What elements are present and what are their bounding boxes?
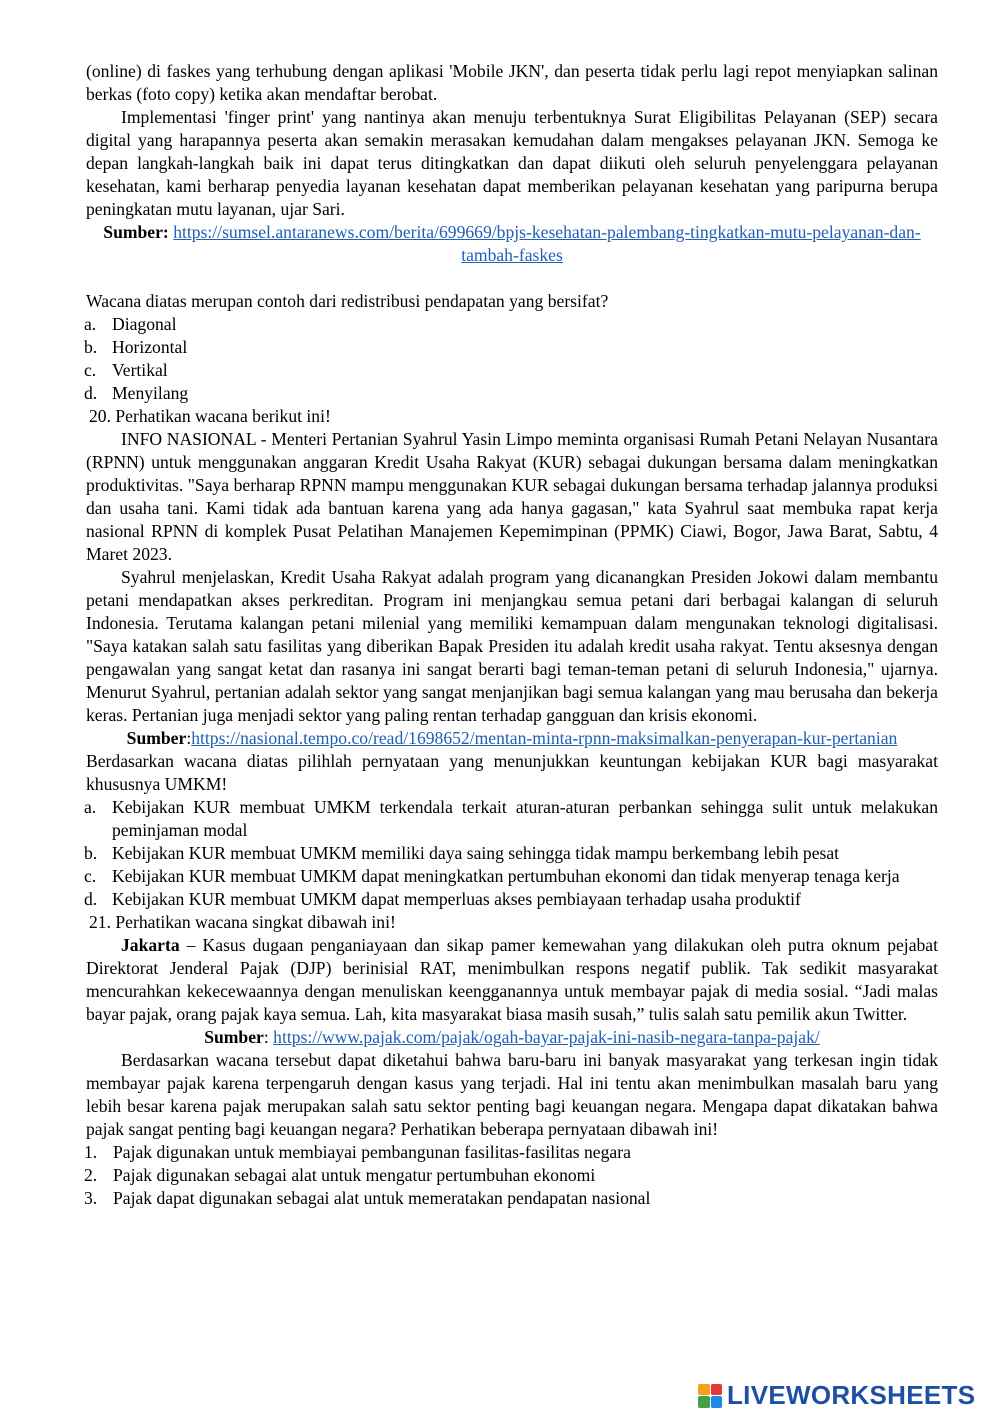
question-19: Wacana diatas merupan contoh dari redistribusi pendapatan yang bersifat? [86, 291, 609, 311]
option-c[interactable]: c. Kebijakan KUR membuat UMKM dapat meningkatkan pertumbuhan ekonomi dan tidak menyerap tenaga kerja [84, 866, 900, 886]
source-link[interactable]: https://sumsel.antaranews.com/berita/699669/bpjs-kesehatan-palembang-tingkatkan-mutu-pelayanan-dan-tambah-faskes [173, 222, 921, 265]
logo-square [711, 1396, 723, 1408]
worksheet-page [86, 60, 938, 1210]
source-line-1 [86, 221, 938, 267]
source-link[interactable]: https://nasional.tempo.co/read/1698652/mentan-minta-rpnn-maksimalkan-penyerapan-kur-pertanian [191, 728, 898, 748]
liveworksheets-logo [698, 1380, 975, 1411]
q21-paragraph-1: Jakarta – Kasus dugaan penganiayaan dan sikap pamer kemewahan yang dilakukan oleh putra oknum pejabat Direktorat Jenderal Pajak (DJP) berinisial RAT, menimbulkan respons negatif publik. Tak sedikit masyarakat mencurahkan kekecewaannya dengan menuliskan keengganannya untuk membayar pajak di media sosial. “Jadi malas bayar pajak, orang pajak kaya semua. Lah, kita masyarakat biasa masih susah,” tulis salah satu pemilik akun Twitter. [86, 935, 938, 1024]
statement-3: 3. Pajak dapat digunakan sebagai alat untuk memeratakan pendapatan nasional [84, 1188, 651, 1208]
options-19 [86, 313, 938, 405]
intro-paragraph: (online) di faskes yang terhubung dengan aplikasi 'Mobile JKN', dan peserta tidak perlu lagi repot menyiapkan salinan berkas (foto copy) ketika akan mendaftar berobat. [86, 61, 938, 104]
statement-1: 1. Pajak digunakan untuk membiayai pembangunan fasilitas-fasilitas negara [84, 1142, 631, 1162]
source-label: Sumber: [103, 222, 169, 242]
source-line-2: Sumber:https://nasional.tempo.co/read/1698652/mentan-minta-rpnn-maksimalkan-penyerapan-kur-pertanian [126, 728, 898, 748]
statements-21 [86, 1141, 938, 1210]
option-d[interactable]: d. Kebijakan KUR membuat UMKM dapat memperluas akses pembiayaan terhadap usaha produktif [84, 889, 801, 909]
logo-square [711, 1384, 723, 1396]
source-label: Sumber [126, 728, 187, 748]
dateline: Jakarta [121, 935, 180, 955]
q21-paragraph-2: Berdasarkan wacana tersebut dapat diketahui bahwa baru-baru ini banyak masyarakat yang terkesan ingin tidak membayar pajak karena terpengaruh dengan kasus yang terjadi. Hal ini tentu akan menimbulkan masalah baru yang lebih besar karena pajak merupakan salah satu sektor penting bagi keuangan negara. Mengapa dapat dikatakan bahwa pajak sangat penting bagi keuangan negara? Perhatikan beberapa pernyataan dibawah ini! [86, 1050, 938, 1139]
question-21-heading: 21. Perhatikan wacana singkat dibawah ini! [89, 912, 396, 932]
option-a[interactable]: a. Diagonal [84, 314, 177, 334]
option-c[interactable]: c. Vertikal [84, 360, 168, 380]
logo-icon [698, 1384, 722, 1408]
logo-square [698, 1384, 710, 1396]
q20-paragraph-1: INFO NASIONAL - Menteri Pertanian Syahrul Yasin Limpo meminta organisasi Rumah Petani Nelayan Nusantara (RPNN) untuk menggunakan anggaran Kredit Usaha Rakyat (KUR) sebagai dukungan bersama dalam meningkatkan produktivitas. "Saya berharap RPNN mampu menggunakan KUR sebagai dukungan bersama terhadap jalannya produksi dan usaha tani. Kami tidak ada bantuan karena yang ada hanya gagasan," kata Syahrul saat membuka rapat kerja nasional RPNN di komplek Pusat Pelatihan Manajemen Kepemimpinan (PPMK) Ciawi, Bogor, Jawa Barat, Sabtu, 4 Maret 2023. [86, 429, 938, 564]
logo-text: LIVEWORKSHEETS [727, 1380, 976, 1410]
source-label: Sumber [204, 1027, 264, 1047]
question-20: Berdasarkan wacana diatas pilihlah pernyataan yang menunjukkan keuntungan kebijakan KUR bagi masyarakat khususnya UMKM! [86, 751, 938, 794]
options-20 [86, 796, 938, 911]
option-d[interactable]: d. Menyilang [84, 383, 189, 403]
source-line-3: Sumber: https://www.pajak.com/pajak/ogah-bayar-pajak-ini-nasib-negara-tanpa-pajak/ [204, 1027, 820, 1047]
source-link[interactable]: https://www.pajak.com/pajak/ogah-bayar-pajak-ini-nasib-negara-tanpa-pajak/ [273, 1027, 820, 1047]
question-20-heading: 20. Perhatikan wacana berikut ini! [89, 406, 331, 426]
q20-paragraph-2: Syahrul menjelaskan, Kredit Usaha Rakyat adalah program yang dicanangkan Presiden Jokowi dalam membantu petani mendapatkan akses perkreditan. Program ini menjangkau semua petani dari berbagai kalangan di seluruh Indonesia. Terutama kalangan petani milenial yang memiliki kemampuan dalam mengunakan teknologi digitalisasi. "Saya katakan salah satu fasilitas yang diberikan Bapak Presiden itu adalah kredit usaha rakyat. Tentu aksesnya dengan pengawalan yang sangat ketat dan rasanya ini sangat berarti bagi teman-teman petani di seluruh Indonesia," ujarnya. Menurut Syahrul, pertanian adalah sektor yang sangat menjanjikan bagi semua kalangan yang mau berusaha dan bekerja keras. Pertanian juga menjadi sektor yang paling rentan terhadap gangguan dan krisis ekonomi. [86, 567, 938, 725]
intro-paragraph-2: Implementasi 'finger print' yang nantinya akan menuju terbentuknya Surat Eligibilitas Pelayanan (SEP) secara digital yang harapannya peserta akan semakin merasakan kemudahan dalam mengakses pelayanan JKN. Semoga ke depan langkah-langkah baik ini dapat terus ditingkatkan dan dapat diikuti oleh seluruh penyelenggara pelayanan kesehatan, kami berharap penyedia layanan kesehatan dapat memberikan pelayanan kesehatan yang paripurna berupa peningkatan mutu layanan, ujar Sari. [86, 107, 938, 219]
option-b[interactable]: b. Kebijakan KUR membuat UMKM memiliki daya saing sehingga tidak mampu berkembang lebih pesat [84, 843, 840, 863]
logo-square [698, 1396, 710, 1408]
option-b[interactable]: b. Horizontal [84, 337, 188, 357]
option-a[interactable]: a. Kebijakan KUR membuat UMKM terkendala terkait aturan-aturan perbankan sehingga sulit untuk melakukan peminjaman modal [84, 797, 938, 840]
statement-2: 2. Pajak digunakan sebagai alat untuk mengatur pertumbuhan ekonomi [84, 1165, 596, 1185]
